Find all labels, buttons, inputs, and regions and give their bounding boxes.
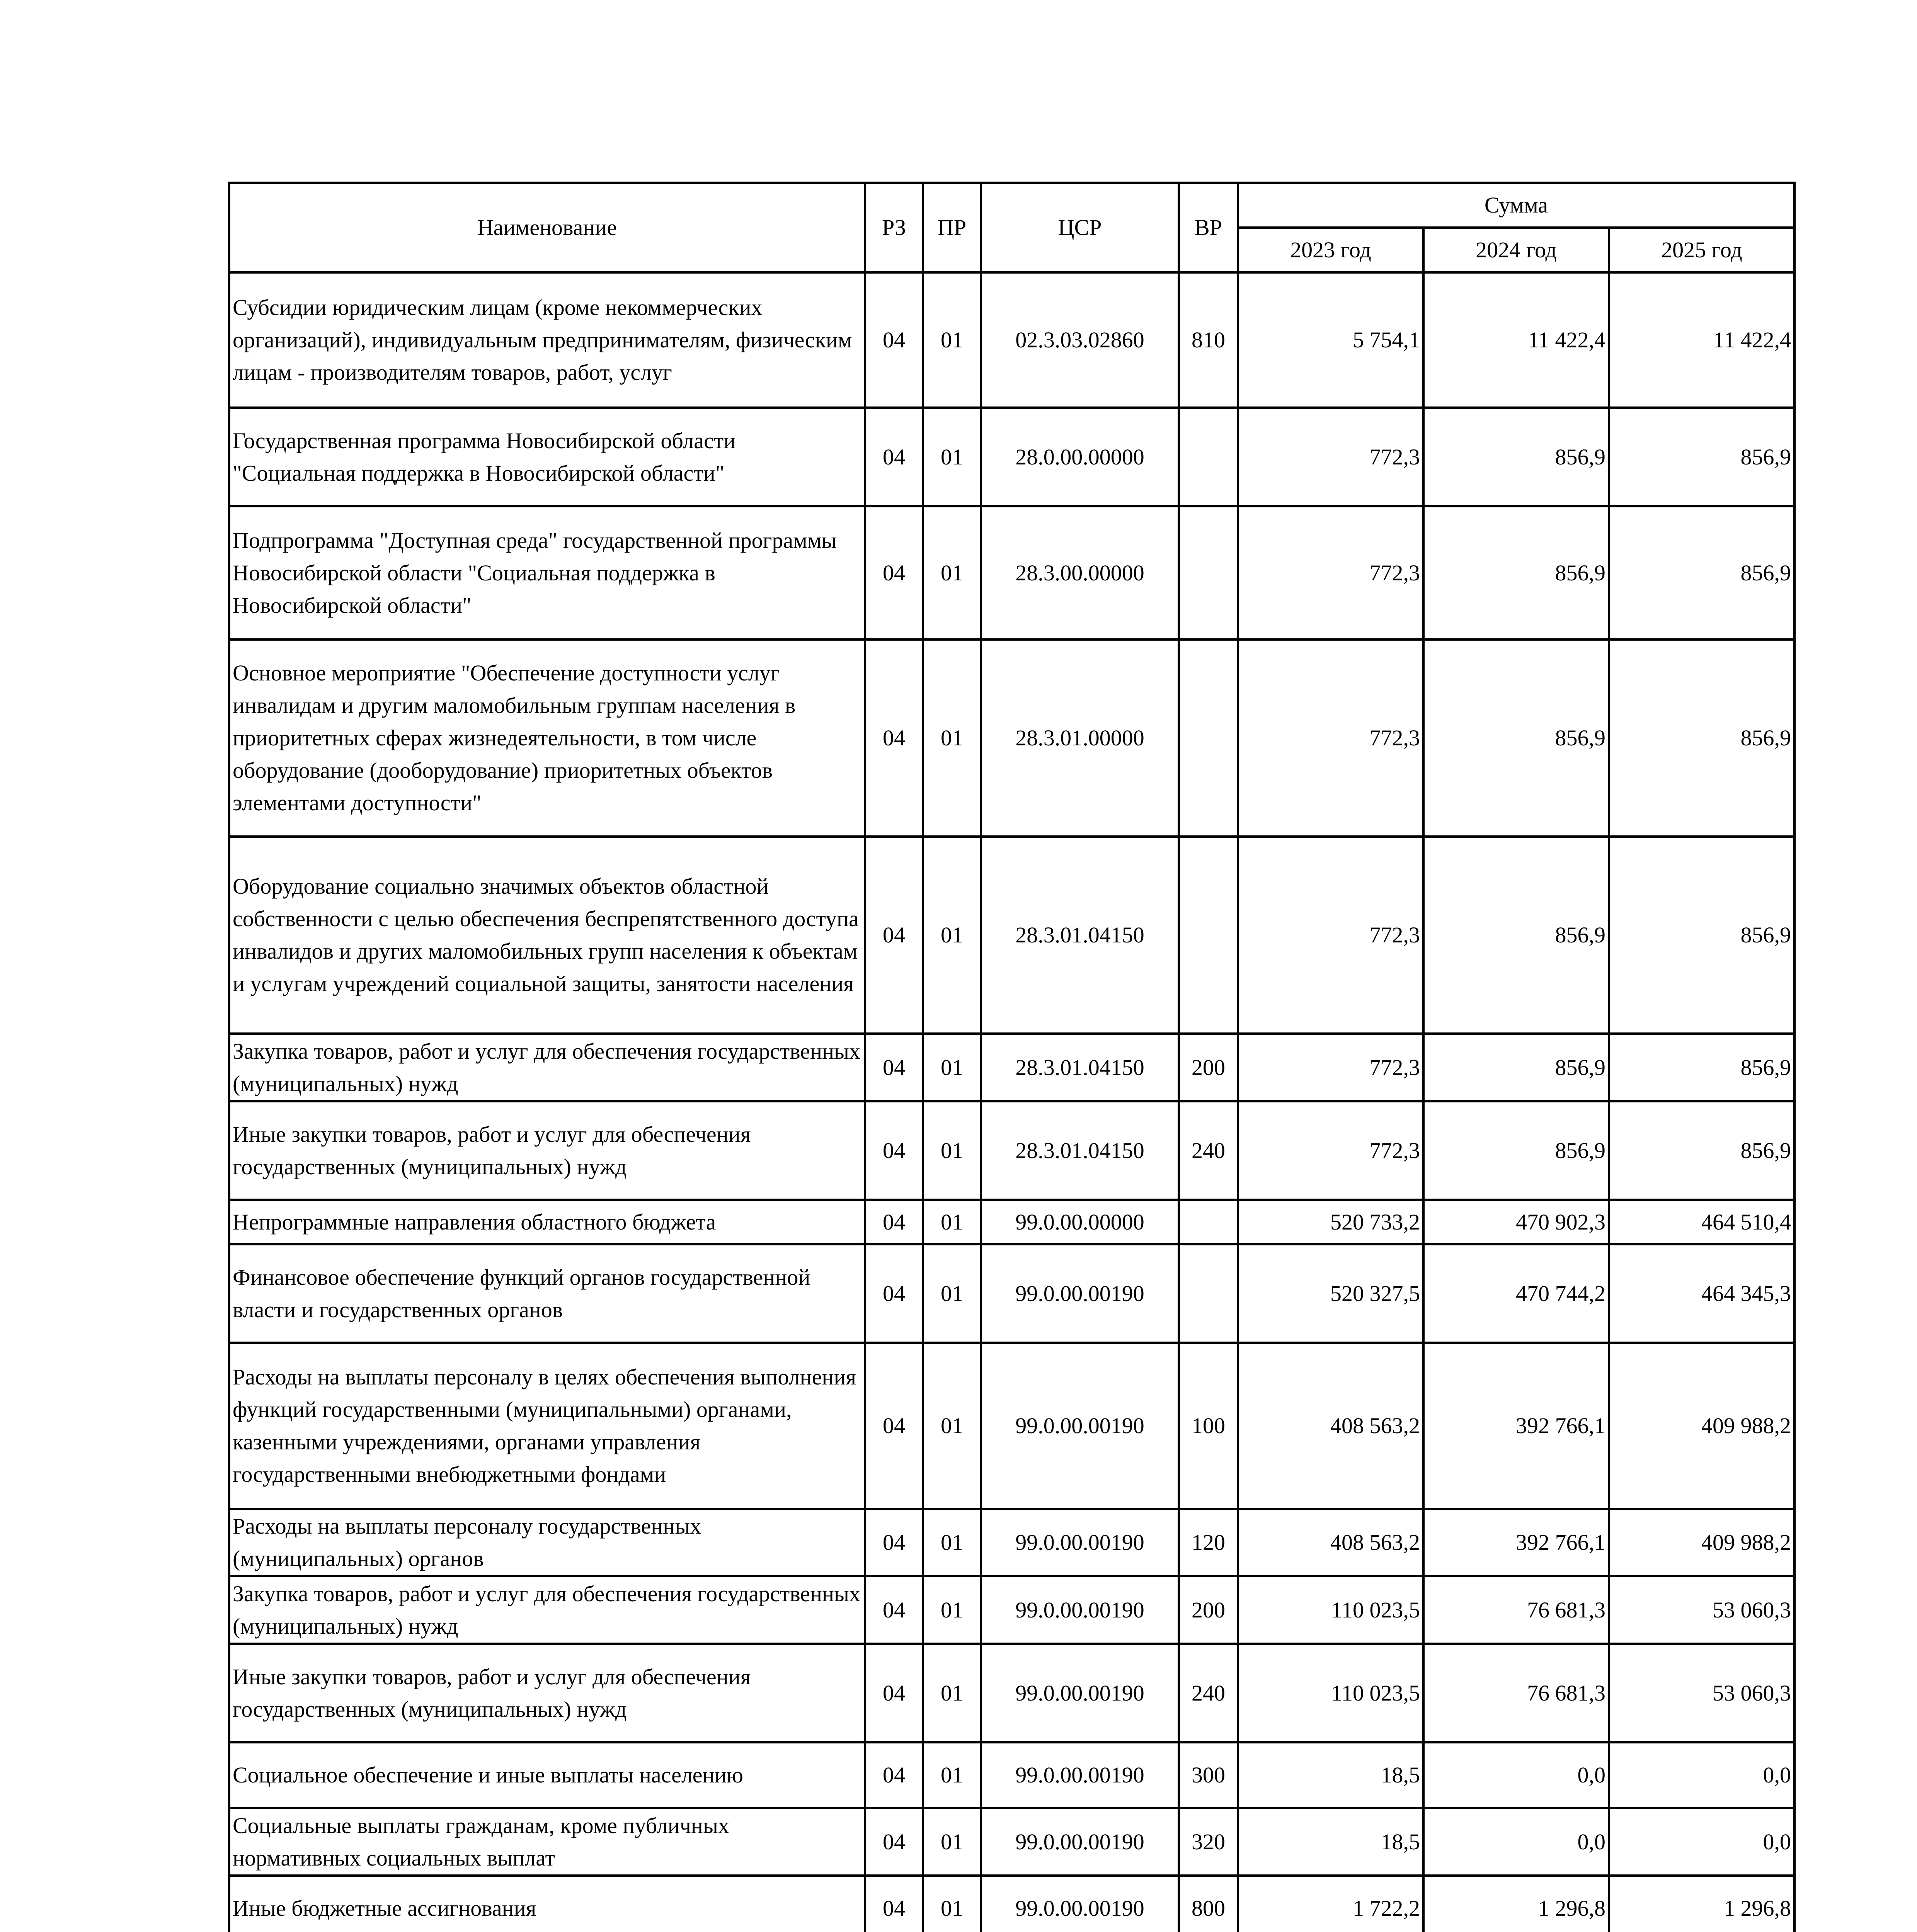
cell-vr [1179,408,1238,506]
table-row [229,1244,1794,1343]
cell-2025: 0,0 [1609,1742,1794,1808]
header-2025: 2025 год [1609,228,1794,272]
cell-csr: 28.3.01.04150 [981,837,1179,1034]
cell-rz: 04 [865,1343,923,1509]
cell-2024: 392 766,1 [1423,1343,1609,1509]
cell-name: Иные закупки товаров, работ и услуг для обеспечения государственных (муниципальных) нужд [229,1101,865,1200]
cell-pr: 01 [923,1644,981,1742]
cell-csr: 99.0.00.00190 [981,1576,1179,1644]
cell-pr: 01 [923,1200,981,1244]
header-2024: 2024 год [1423,228,1609,272]
cell-2025: 409 988,2 [1609,1509,1794,1576]
cell-2023: 520 327,5 [1238,1244,1423,1343]
cell-name: Непрограммные направления областного бюджета [229,1200,865,1244]
cell-csr: 02.3.03.02860 [981,272,1179,408]
cell-2023: 110 023,5 [1238,1576,1423,1644]
cell-rz: 04 [865,1244,923,1343]
table-row [229,1876,1794,1932]
header-vr: ВР [1179,183,1238,272]
cell-vr: 120 [1179,1509,1238,1576]
cell-2023: 408 563,2 [1238,1343,1423,1509]
cell-csr: 28.3.01.04150 [981,1034,1179,1101]
cell-2024: 856,9 [1423,639,1609,837]
cell-rz: 04 [865,408,923,506]
cell-name: Социальное обеспечение и иные выплаты населению [229,1742,865,1808]
cell-rz: 04 [865,1644,923,1742]
cell-2024: 470 902,3 [1423,1200,1609,1244]
table-row [229,1509,1794,1576]
table-row [229,1808,1794,1876]
cell-pr: 01 [923,272,981,408]
cell-csr: 99.0.00.00000 [981,1200,1179,1244]
cell-name: Расходы на выплаты персоналу государственных (муниципальных) органов [229,1509,865,1576]
cell-rz: 04 [865,506,923,639]
table-header [229,183,1794,272]
cell-rz: 04 [865,272,923,408]
cell-2025: 1 296,8 [1609,1876,1794,1932]
table-row [229,639,1794,837]
cell-2025: 53 060,3 [1609,1576,1794,1644]
cell-pr: 01 [923,1244,981,1343]
cell-2025: 856,9 [1609,1034,1794,1101]
cell-pr: 01 [923,639,981,837]
cell-name: Иные закупки товаров, работ и услуг для обеспечения государственных (муниципальных) нужд [229,1644,865,1742]
cell-2025: 856,9 [1609,408,1794,506]
table-row [229,1576,1794,1644]
cell-name: Социальные выплаты гражданам, кроме публичных нормативных социальных выплат [229,1808,865,1876]
cell-pr: 01 [923,1343,981,1509]
cell-2024: 1 296,8 [1423,1876,1609,1932]
cell-vr: 800 [1179,1876,1238,1932]
cell-2023: 18,5 [1238,1808,1423,1876]
cell-2023: 18,5 [1238,1742,1423,1808]
table-row [229,408,1794,506]
table-row [229,1034,1794,1101]
cell-vr: 300 [1179,1742,1238,1808]
table-body [229,272,1794,1932]
cell-vr: 240 [1179,1644,1238,1742]
table-row [229,272,1794,408]
cell-vr [1179,639,1238,837]
cell-rz: 04 [865,1808,923,1876]
cell-csr: 28.3.01.00000 [981,639,1179,837]
cell-csr: 28.3.01.04150 [981,1101,1179,1200]
cell-pr: 01 [923,506,981,639]
cell-2024: 392 766,1 [1423,1509,1609,1576]
cell-vr: 100 [1179,1343,1238,1509]
cell-name: Субсидии юридическим лицам (кроме некоммерческих организаций), индивидуальным предпринимателям, физическим лицам - производителям товаров, работ, услуг [229,272,865,408]
cell-2024: 0,0 [1423,1742,1609,1808]
table-row [229,837,1794,1034]
cell-pr: 01 [923,837,981,1034]
cell-csr: 99.0.00.00190 [981,1876,1179,1932]
cell-csr: 28.3.00.00000 [981,506,1179,639]
cell-csr: 99.0.00.00190 [981,1343,1179,1509]
cell-pr: 01 [923,1034,981,1101]
cell-2023: 772,3 [1238,639,1423,837]
header-row-1 [229,183,1794,228]
cell-2023: 772,3 [1238,1101,1423,1200]
cell-csr: 99.0.00.00190 [981,1644,1179,1742]
cell-csr: 28.0.00.00000 [981,408,1179,506]
cell-vr [1179,1244,1238,1343]
cell-rz: 04 [865,1034,923,1101]
header-name: Наименование [229,183,865,272]
budget-table [228,182,1796,1932]
header-sum: Сумма [1238,183,1794,228]
cell-rz: 04 [865,1576,923,1644]
cell-name: Иные бюджетные ассигнования [229,1876,865,1932]
cell-2025: 53 060,3 [1609,1644,1794,1742]
cell-2025: 11 422,4 [1609,272,1794,408]
cell-2024: 856,9 [1423,408,1609,506]
cell-pr: 01 [923,1742,981,1808]
table-row [229,1101,1794,1200]
header-pr: ПР [923,183,981,272]
table-row [229,1200,1794,1244]
cell-2025: 856,9 [1609,837,1794,1034]
cell-2024: 0,0 [1423,1808,1609,1876]
cell-2025: 409 988,2 [1609,1343,1794,1509]
cell-name: Подпрограмма "Доступная среда" государственной программы Новосибирской области "Социальная поддержка в Новосибирской области" [229,506,865,639]
cell-2023: 772,3 [1238,837,1423,1034]
cell-rz: 04 [865,1742,923,1808]
cell-vr: 320 [1179,1808,1238,1876]
cell-vr: 200 [1179,1034,1238,1101]
cell-rz: 04 [865,1876,923,1932]
cell-vr: 240 [1179,1101,1238,1200]
cell-rz: 04 [865,639,923,837]
cell-2025: 464 510,4 [1609,1200,1794,1244]
table-row [229,1343,1794,1509]
cell-pr: 01 [923,1101,981,1200]
cell-csr: 99.0.00.00190 [981,1509,1179,1576]
cell-2025: 856,9 [1609,1101,1794,1200]
cell-name: Государственная программа Новосибирской области "Социальная поддержка в Новосибирской области" [229,408,865,506]
cell-2023: 110 023,5 [1238,1644,1423,1742]
cell-vr [1179,1200,1238,1244]
cell-2025: 856,9 [1609,639,1794,837]
cell-name: Оборудование социально значимых объектов областной собственности с целью обеспечения беспрепятственного доступа инвалидов и других маломобильных групп населения к объектам и услугам учреждений социальной защиты, занятости населения [229,837,865,1034]
cell-rz: 04 [865,1200,923,1244]
table-row [229,1644,1794,1742]
cell-name: Закупка товаров, работ и услуг для обеспечения государственных (муниципальных) нужд [229,1576,865,1644]
cell-rz: 04 [865,837,923,1034]
cell-pr: 01 [923,408,981,506]
cell-2024: 470 744,2 [1423,1244,1609,1343]
cell-csr: 99.0.00.00190 [981,1808,1179,1876]
cell-2024: 856,9 [1423,1034,1609,1101]
cell-2024: 76 681,3 [1423,1576,1609,1644]
cell-2024: 856,9 [1423,1101,1609,1200]
table-row [229,506,1794,639]
cell-2023: 772,3 [1238,1034,1423,1101]
cell-2023: 772,3 [1238,506,1423,639]
cell-rz: 04 [865,1101,923,1200]
cell-pr: 01 [923,1509,981,1576]
cell-rz: 04 [865,1509,923,1576]
cell-2024: 856,9 [1423,506,1609,639]
cell-name: Расходы на выплаты персоналу в целях обеспечения выполнения функций государственными (муниципальными) органами, казенными учреждениями, органами управления государственными внебюджетными фондами [229,1343,865,1509]
header-rz: РЗ [865,183,923,272]
cell-vr [1179,837,1238,1034]
cell-2024: 76 681,3 [1423,1644,1609,1742]
cell-2025: 0,0 [1609,1808,1794,1876]
cell-pr: 01 [923,1576,981,1644]
cell-vr: 810 [1179,272,1238,408]
cell-2023: 772,3 [1238,408,1423,506]
cell-2023: 520 733,2 [1238,1200,1423,1244]
cell-2023: 5 754,1 [1238,272,1423,408]
cell-2024: 856,9 [1423,837,1609,1034]
cell-vr: 200 [1179,1576,1238,1644]
cell-pr: 01 [923,1876,981,1932]
cell-name: Финансовое обеспечение функций органов государственной власти и государственных органов [229,1244,865,1343]
cell-2024: 11 422,4 [1423,272,1609,408]
cell-2025: 464 345,3 [1609,1244,1794,1343]
cell-csr: 99.0.00.00190 [981,1244,1179,1343]
cell-name: Закупка товаров, работ и услуг для обеспечения государственных (муниципальных) нужд [229,1034,865,1101]
cell-name: Основное мероприятие "Обеспечение доступности услуг инвалидам и другим маломобильным группам населения в приоритетных сферах жизнедеятельности, в том числе оборудование (дооборудование) приоритетных объектов элементами доступности" [229,639,865,837]
table-row [229,1742,1794,1808]
cell-pr: 01 [923,1808,981,1876]
cell-2023: 1 722,2 [1238,1876,1423,1932]
cell-2023: 408 563,2 [1238,1509,1423,1576]
cell-csr: 99.0.00.00190 [981,1742,1179,1808]
cell-2025: 856,9 [1609,506,1794,639]
header-2023: 2023 год [1238,228,1423,272]
cell-vr [1179,506,1238,639]
header-csr: ЦСР [981,183,1179,272]
